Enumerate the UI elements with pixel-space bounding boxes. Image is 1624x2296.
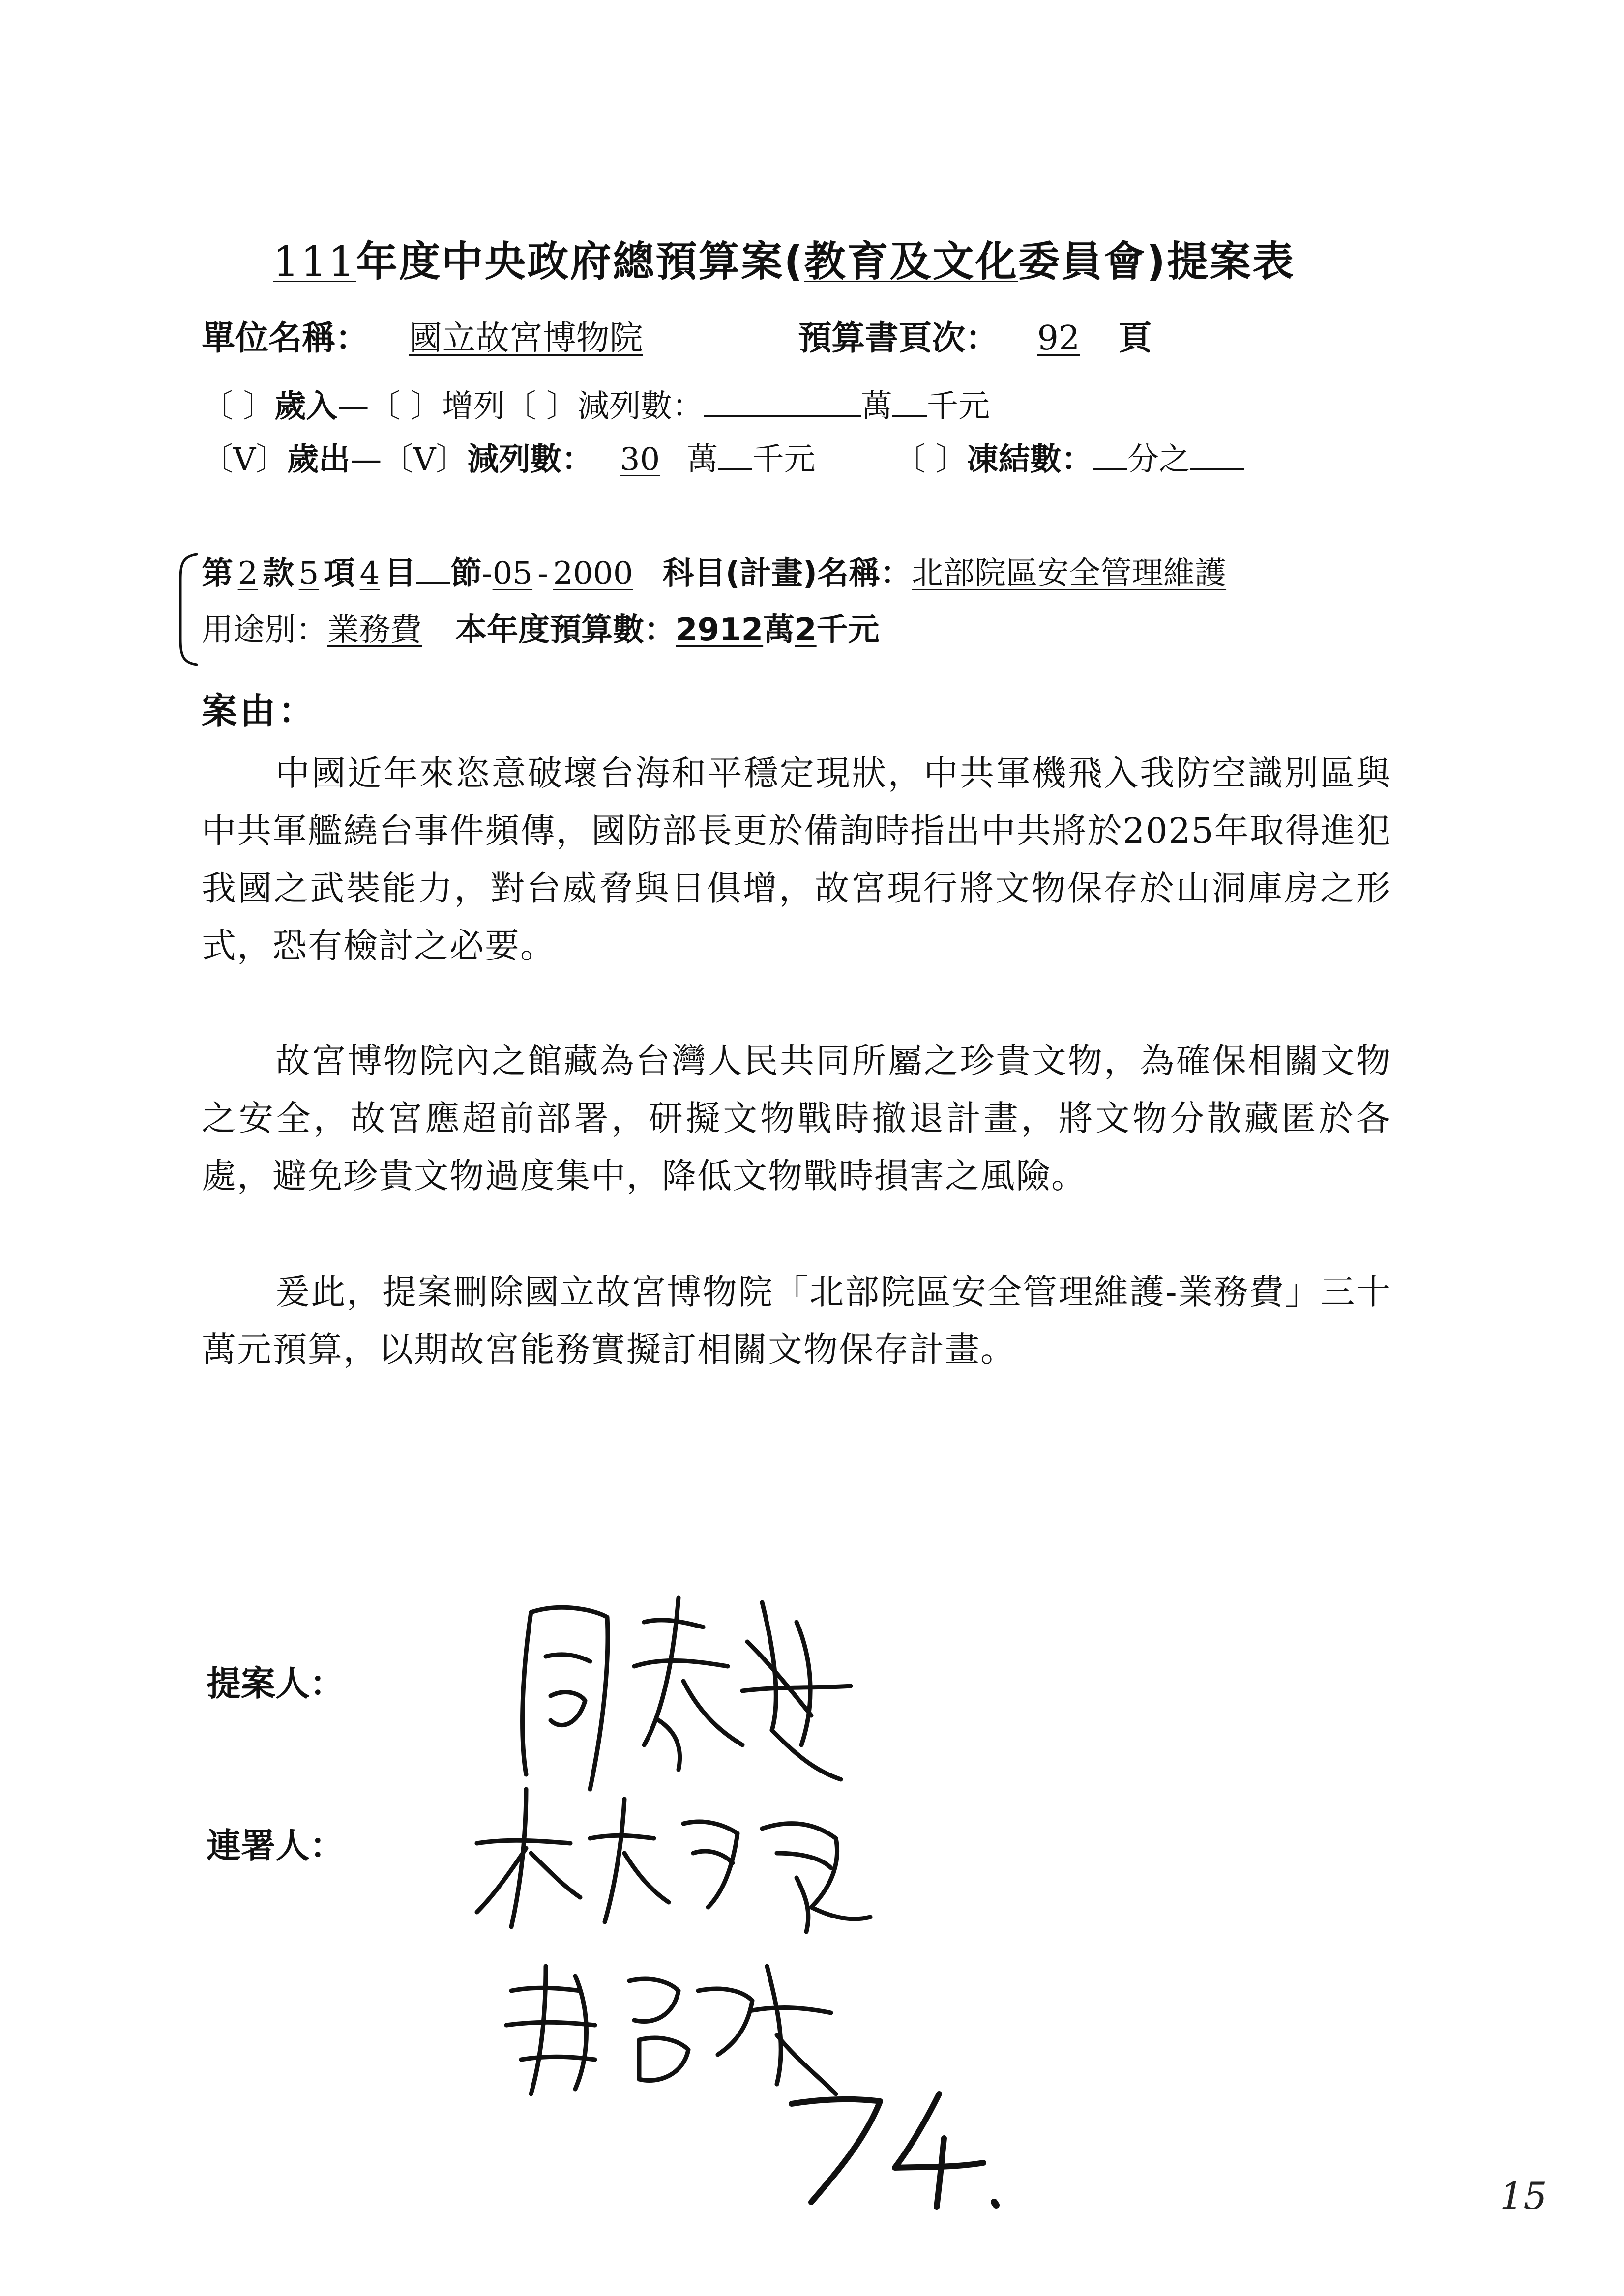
budget-qian: 2 xyxy=(795,612,817,648)
item-code-1: 05 xyxy=(492,555,533,592)
cosigner-label: 連署人： xyxy=(207,1826,344,1866)
usage-label: 用途別： xyxy=(202,612,327,648)
expenditure-label: 歲出 xyxy=(287,441,351,478)
title-committee: 教育及文化 xyxy=(804,237,1018,286)
reason-paragraph-3: 爰此，提案刪除國立故宮博物院「北部院區安全管理維護-業務費」三十萬元預算，以期故宮能務實擬訂相關文物保存計畫。 xyxy=(202,1272,1391,1369)
page-label: 預算書頁次： xyxy=(798,319,999,358)
freeze-label: 凍結數： xyxy=(967,441,1093,478)
unit-row xyxy=(202,319,1152,358)
revenue-label: 歲入 xyxy=(274,388,338,425)
revenue-row: 〔 〕歲入—〔 〕增列〔 〕減列數： 萬 千元 xyxy=(202,388,990,425)
budget-usage-row: 用途別：業務費 本年度預算數：2912萬2千元 xyxy=(202,612,880,648)
expenditure-row: 〔V〕歲出—〔V〕減列數： 30 萬 千元 〔 〕凍結數： 分之 xyxy=(202,441,1244,475)
handwritten-number-text xyxy=(782,2084,783,2085)
unit-value: 國立故宮博物院 xyxy=(409,319,643,358)
revenue-increase: 增列 xyxy=(442,388,505,425)
budget-amount-label: 本年度預算數： xyxy=(455,612,676,648)
item-code-2: 2000 xyxy=(553,555,633,592)
item-brace xyxy=(175,551,204,668)
budget-item-row: 第 2 款 5 項 4 目 節-05 - 2000 科目(計畫)名稱：北部院區安全管理維護 xyxy=(202,555,1227,592)
reason-paragraph-1: 中國近年來恣意破壞台海和平穩定現狀，中共軍機飛入我防空識別區與中共軍艦繞台事件頻傳，國防部長更於備詢時指出中共將於2025年取得進犯我國之武裝能力，對台威脅與日俱增，故宮現行將文物保存於山洞庫房之形式，恐有檢討之必要。 xyxy=(202,753,1391,966)
item-name-value: 北部院區安全管理維護 xyxy=(912,555,1227,592)
proposer-label: 提案人： xyxy=(207,1663,344,1704)
page-suffix: 頁 xyxy=(1118,319,1152,358)
cosigner-signature-1 xyxy=(457,1770,900,1937)
handwritten-number xyxy=(782,2084,1008,2212)
page-value: 92 xyxy=(1037,319,1080,358)
budget-wan: 2912 xyxy=(676,612,764,648)
reason-paragraph-2: 故宮博物院內之館藏為台灣人民共同所屬之珍貴文物，為確保相關文物之安全，故宮應超前部署，研擬文物戰時撤退計畫，將文物分散藏匿於各處，避免珍貴文物過度集中，降低文物戰時損害之風險。 xyxy=(202,1041,1391,1196)
reason-heading: 案由： xyxy=(202,690,317,731)
item-name-label: 科目(計畫)名稱： xyxy=(662,555,912,592)
expenditure-amount: 30 xyxy=(620,441,660,478)
page-number: 15 xyxy=(1500,2174,1547,2218)
unit-label: 單位名稱： xyxy=(202,319,369,358)
revenue-decrease: 減列數： xyxy=(578,388,704,425)
usage-value: 業務費 xyxy=(327,612,422,648)
title-year: 111 xyxy=(273,237,356,286)
form-title: 111年度中央政府總預算案(教育及文化委員會)提案表 xyxy=(273,237,1296,286)
